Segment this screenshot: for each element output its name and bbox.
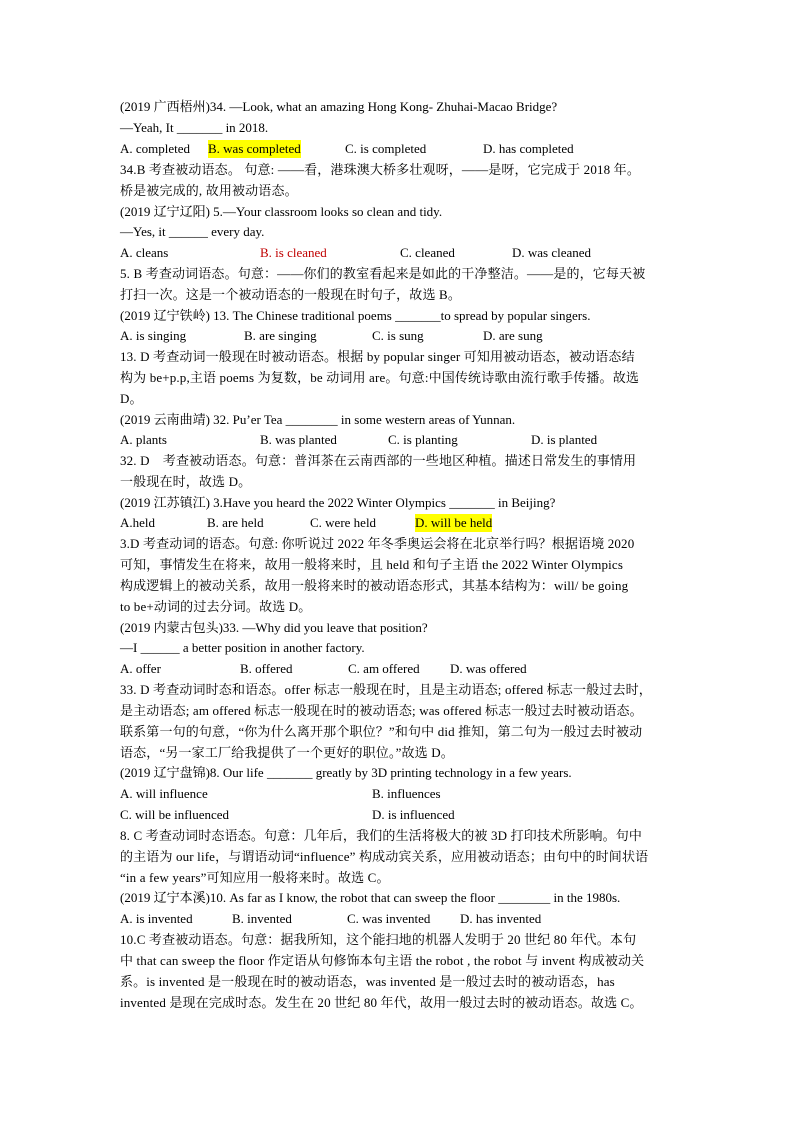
option-d: D. was cleaned <box>512 245 592 260</box>
explanation-line: 34.B 考查被动语态。 句意: ——看，港珠澳大桥多壮观呀，——是呀，它完成于 2018 年。 <box>120 162 640 177</box>
question-line: —I ______ a better position in another factory. <box>120 640 365 655</box>
option-c: C. is planting <box>388 432 458 447</box>
explanation-line: 32. D 考查被动语态。句意：普洱茶在云南西部的一些地区种植。描述日常发生的事情用 <box>120 453 637 468</box>
option-b: B. are held <box>207 515 264 530</box>
explanation-line: invented 是现在完成时态。发生在 20 世纪 80 年代，故用一般过去时的被动语态。故选 C。 <box>120 995 643 1010</box>
option-a: A. completed <box>120 141 191 156</box>
explanation-line: 的主语为 our life，与谓语动词“influence” 构成动宾关系，应用被动语态；由句中的时间状语 <box>120 849 649 864</box>
option-d: D. has completed <box>483 141 574 156</box>
option-c: C. cleaned <box>400 245 455 260</box>
question-line: —Yes, it ______ every day. <box>120 224 265 239</box>
explanation-line: 8. C 考查动词时态语态。句意：几年后，我们的生活将极大的被 3D 打印技术所影响。句中 <box>120 828 643 843</box>
question-line: (2019 广西梧州)34. —Look, what an amazing Hong Kong- Zhuhai-Macao Bridge? <box>120 99 558 114</box>
option-b: B. offered <box>240 661 293 676</box>
option-d: D. are sung <box>483 328 543 343</box>
question-line: —Yeah, It _______ in 2018. <box>120 120 269 135</box>
option-c: C. am offered <box>348 661 420 676</box>
option-a: A. offer <box>120 661 161 676</box>
explanation-line: 中 that can sweep the floor 作定语从句修饰本句主语 the robot , the robot 与 invent 构成被动关 <box>120 953 645 968</box>
explanation-line: 联系第一句的句意，“你为什么离开那个职位？”和句中 did 推知，第二句为一般过去时被动 <box>120 724 643 739</box>
option-d: D. is influenced <box>372 807 455 822</box>
explanation-line: 13. D 考查动词一般现在时被动语态。根据 by popular singer 可知用被动语态，被动语态结 <box>120 349 635 364</box>
explanation-line: 5. B 考查动词语态。句意：——你们的教室看起来是如此的干净整洁。——是的，它每天被 <box>120 266 646 281</box>
option-d: D. was offered <box>450 661 527 676</box>
question-line: (2019 云南曲靖) 32. Pu’er Tea ________ in some western areas of Yunnan. <box>120 412 516 427</box>
question-line: (2019 内蒙古包头)33. —Why did you leave that position? <box>120 620 428 635</box>
option-b: B. invented <box>232 911 292 926</box>
option-c: C. is completed <box>345 141 427 156</box>
question-line: (2019 江苏镇江) 3.Have you heard the 2022 Winter Olympics _______ in Beijing? <box>120 495 556 510</box>
option-b: B. influences <box>372 786 441 801</box>
option-a: A.held <box>120 515 156 530</box>
option-a: A. is invented <box>120 911 193 926</box>
explanation-line: 可知，事情发生在将来，故用一般将来时，且 held 和句子主语 the 2022 Winter Olympics <box>120 557 624 572</box>
option-a: A. will influence <box>120 786 208 801</box>
explanation-line: “in a few years”可知应用一般将来时。故选 C。 <box>120 870 390 885</box>
explanation-line: 10.C 考查被动语态。句意：据我所知，这个能扫地的机器人发明于 20 世纪 80 年代。本句 <box>120 932 637 947</box>
explanation-line: 构为 be+p.p,主语 poems 为复数，be 动词用 are。句意:中国传统诗歌由流行歌手传播。故选 <box>120 370 639 385</box>
explanation-line: 构成逻辑上的被动关系，故用一般将来时的被动语态形式，其基本结构为：will/ be going <box>120 578 629 593</box>
explanation-line: 桥是被完成的, 故用被动语态。 <box>120 183 298 198</box>
option-c: C. was invented <box>347 911 431 926</box>
explanation-line: 一般现在时，故选 D。 <box>120 474 252 489</box>
option-a: A. cleans <box>120 245 169 260</box>
question-line: (2019 辽宁铁岭) 13. The Chinese traditional poems _______to spread by popular singers. <box>120 308 591 323</box>
option-c: C. will be influenced <box>120 807 230 822</box>
option-a: A. is singing <box>120 328 187 343</box>
explanation-line: 语态，“另一家工厂给我提供了一个更好的职位。”故选 D。 <box>120 745 454 760</box>
explanation-line: 3.D 考查动词的语态。句意: 你听说过 2022 年冬季奥运会将在北京举行吗？根据语境 2020 <box>120 536 635 551</box>
option-a: A. plants <box>120 432 167 447</box>
option-d-highlighted: D. will be held <box>415 515 493 530</box>
option-b-red: B. is cleaned <box>260 245 327 260</box>
option-b: B. are singing <box>244 328 317 343</box>
option-d: D. is planted <box>531 432 598 447</box>
question-line: (2019 辽宁本溪)10. As far as I know, the robot that can sweep the floor ________ in the 1980s. <box>120 890 621 905</box>
option-c: C. is sung <box>372 328 424 343</box>
explanation-line: D。 <box>120 391 143 406</box>
explanation-line: to be+动词的过去分词。故选 D。 <box>120 599 312 614</box>
option-b: B. was planted <box>260 432 337 447</box>
explanation-line: 33. D 考查动词时态和语态。offer 标志一般现在时，且是主动语态; offered 标志一般过去时， <box>120 682 652 697</box>
option-d: D. has invented <box>460 911 542 926</box>
option-b-highlighted: B. was completed <box>208 141 301 156</box>
explanation-line: 是主动语态; am offered 标志一般现在时的被动语态; was offered 标志一般过去时被动语态。 <box>120 703 643 718</box>
option-c: C. were held <box>310 515 377 530</box>
explanation-line: 打扫一次。这是一个被动语态的一般现在时句子，故选 B。 <box>120 287 461 302</box>
explanation-line: 系。is invented 是一般现在时的被动语态，was invented 是一般过去时的被动语态，has <box>120 974 615 989</box>
question-line: (2019 辽宁盘锦)8. Our life _______ greatly by 3D printing technology in a few years. <box>120 765 572 780</box>
question-line: (2019 辽宁辽阳) 5.—Your classroom looks so clean and tidy. <box>120 204 443 219</box>
